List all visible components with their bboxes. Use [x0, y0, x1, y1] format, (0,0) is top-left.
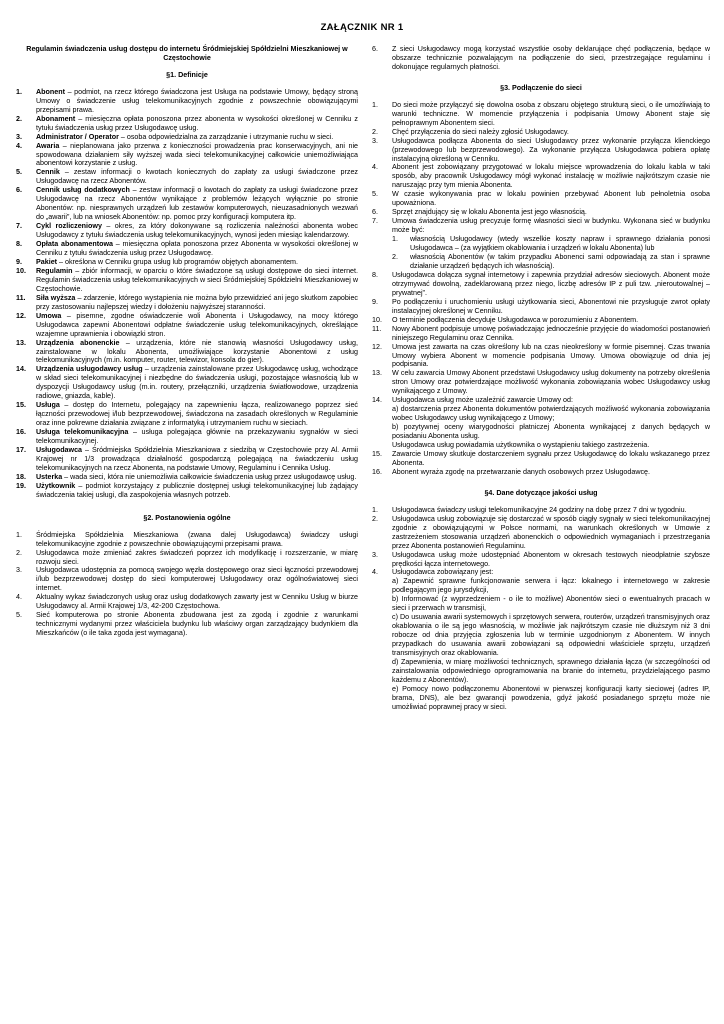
item-text: – dostęp do Internetu, polegający na zapewnieniu łącza, realizowanego poprzez sieć łączności przewodowej i/lub bezprzewodowej, świadczona na zasadach określonych w Regulaminie oraz inne pokrewne działania związane z informatyką i utrzymaniem ruchu w sieciach.	[36, 401, 358, 428]
defined-term: Usługodawca	[36, 445, 83, 454]
item-text: Usługodawca może zmieniać zakres świadczeń poprzez ich modyfikację i rozszerzanie, w miarę rozwoju sieci.	[36, 548, 358, 566]
item-number: 12.	[16, 311, 26, 320]
item-number: 17.	[16, 445, 26, 454]
item-text: – miesięczna opłata ponoszona przez Abonenta w wysokości określonej w Cenniku z tytułu świadczenia usług przez Usługodawcę.	[36, 240, 358, 258]
item-text: Usługodawca usług może uzależnić zawarcie Umowy od:	[392, 396, 573, 405]
connection-item	[372, 208, 710, 217]
item-number: 1.	[372, 505, 378, 514]
item-text: Aktualny wykaz świadczonych usług oraz usług dodatkowych zawarty jest w Cenniku Usług w biurze Usługodawcy al. Armii Krajowej 1/3, 42-200 Częstochowa.	[36, 593, 358, 611]
item-text: Do sieci może przyłączyć się dowolna osoba z obszaru objętego strukturą sieci, o ile umożliwiają to warunki techniczne. W momencie przyłączenia i podpisania Umowy Abonent staje się pełnoprawnym Abonentem sieci.	[392, 100, 710, 127]
document-title: ZAŁĄCZNIK NR 1	[320, 22, 404, 33]
item-number: 16.	[16, 428, 26, 437]
item-number: 4.	[16, 141, 22, 150]
item-number: 3.	[372, 136, 378, 145]
defined-term: Umowa	[36, 311, 62, 320]
item-number: 3.	[16, 132, 22, 141]
connection-item	[372, 128, 710, 137]
section-4-heading: §4. Dane dotyczące jakości usług	[484, 488, 598, 497]
item-number: 4.	[16, 593, 22, 602]
item-number: 2.	[16, 548, 22, 557]
item-text: Usługodawca dołącza sygnał internetowy i zapewnia przydział adresów sieciowych. Abonent może otrzymywać dowolną, zadeklarowaną przez niego, liczbę adresów IP z puli tzw. „nieroutowalnej – prywatnej”.	[392, 270, 710, 297]
item-number: 5.	[16, 611, 22, 620]
item-number: 8.	[372, 270, 378, 279]
definition-item	[16, 482, 358, 500]
item-text: Śródmiejska Spółdzielnia Mieszkaniowa (zwana dalej Usługodawcą) świadczy usługi telekomunikacyjne zgodnie z powszechnie obowiązującymi przepisami prawa.	[36, 530, 358, 548]
item-text: O terminie podłączenia decyduje Usługodawca w porozumieniu z Abonentem.	[392, 315, 639, 324]
sub-list	[392, 235, 710, 271]
defined-term: Awaria	[36, 141, 60, 150]
item-number: 10.	[16, 266, 26, 275]
item-text: własnością Usługodawcy (wtedy wszelkie koszty napraw i sprawnego działania ponosi Usługodawca – (za wyjątkiem okablowania i urządzeń w lokalu Abonenta) lub	[410, 235, 710, 253]
item-text: W celu zawarcia Umowy Abonent przedstawi Usługodawcy usług dokumenty na potrzeby określenia stron Umowy oraz potwierdzające możliwość wykonania zobowiązania wobec Usługodawcy usług wynikającego z Umowy.	[392, 369, 710, 396]
item-text: – osoba odpowiedzialna za zarządzanie i utrzymanie ruchu w sieci.	[118, 132, 334, 141]
item-text: – podmiot korzystający z publicznie dostępnej usługi telekomunikacyjnej lub żądający świadczenia takiej usługi, dla zaspokojenia własnych potrzeb.	[36, 481, 358, 499]
defined-term: Cennik usług dodatkowych	[36, 186, 130, 195]
item-text: – określona w Cenniku grupa usług lub programów objętych abonamentem.	[57, 257, 298, 266]
connection-item	[372, 163, 710, 190]
item-text: Nowy Abonent podpisuje umowę poświadczając jednocześnie przyjęcie do wiadomości postanowień niniejszego Regulaminu oraz Cennika.	[392, 324, 710, 342]
defined-term: Urządzenia usługodawcy usług	[36, 365, 143, 374]
defined-term: Usługa	[36, 401, 60, 410]
item-text: – miesięczna opłata ponoszona przez abonenta w wysokości określonej w Cenniku z tytułu świadczenia usług przez Usługodawcę usług.	[36, 114, 358, 132]
sub-list-item	[392, 253, 710, 271]
item-text: Sprzęt znajdujący się w lokalu Abonenta jest jego własnością.	[392, 208, 587, 217]
item-text: Abonent jest zobowiązany przygotować w lokalu miejsce wprowadzenia do lokalu kabla w taki sposób, aby pracownik Usługodawcy mógł wykonać instalację w możliwie najkrótszym czasie nie naruszając przy tym mienia Abonenta.	[392, 163, 710, 190]
right-column	[372, 45, 710, 712]
item-number: 11.	[372, 324, 382, 333]
item-text: – urządzenia zainstalowane przez Usługodawcę usług, wchodzące w skład sieci telekomunikacyjnej i niezbędne do świadczenia usługi, pozostające własnością lub w dyspozycji Usługodawcy usług (m.in. routery, przełączniki, urządzenia światłowodowe, urządzenia radiowe, gniazda, kable).	[36, 365, 358, 401]
quality-item	[372, 506, 710, 515]
provision-item	[16, 531, 358, 549]
defined-term: Regulamin	[36, 266, 73, 275]
item-text: własnością Abonentów (w takim przypadku Abonenci sami odpowiadają za stan i sprawne działanie urządzeń będących ich własnością).	[410, 253, 710, 270]
item-text: – nieplanowana jako przerwa z konieczności prowadzenia prac konserwacyjnych, ani nie spowodowana działaniem siły wyższej wada sieci telekomunikacyjnej całkowicie uniemożliwiająca abonentowi korzystanie z usług.	[36, 141, 358, 168]
defined-term: Cennik	[36, 168, 60, 177]
item-paragraph: b) Informować (z wyprzedzeniem - o ile to możliwe) Abonentów sieci o ewentualnych pracach w sieci i przerwach w transmisji,	[392, 595, 710, 613]
definition-item	[16, 365, 358, 401]
defined-term: Pakiet	[36, 257, 58, 266]
definition-item	[16, 115, 358, 133]
definition-item	[16, 168, 358, 186]
connection-item	[372, 468, 710, 477]
item-paragraph: d) Zapewnienia, w miarę możliwości technicznych, sprawnego działania łącza (w szczególności od zainstalowania odpowiedniego oprogramowania na branie do internetu, przydzielającego pasmo każdemu z Abonentów).	[392, 658, 710, 684]
item-number: 7.	[372, 217, 378, 226]
item-number: 9.	[16, 257, 22, 266]
item-number: 2.	[372, 514, 378, 523]
item-number: 3.	[372, 550, 378, 559]
item-number: 1.	[16, 87, 22, 96]
item-paragraph: c) Do usuwania awarii systemowych i sprzętowych serwera, routerów, urządzeń transmisyjnych oraz okablowania o ile są jego własnością, w możliwie jak najkrótszym czasie nie dłuższym niż 3 dni robocze od dnia przyjęcia zgłoszenia lub w terminie uzgodnionym z Abonentem. W innych przypadkach do usuwania awarii zobowiązani są odpowiedni właściciele sprzętu, urządzeń transmisyjnych oraz okablowania.	[392, 613, 710, 658]
item-number: 1.	[372, 100, 378, 109]
item-text: – pisemne, zgodne oświadczenie woli Abonenta i Usługodawcy, na mocy którego Usługodawca zapewni Abonentowi odpłatne świadczenie usług telekomunikacyjnych, określające wzajemne uprawnienia i obowiązki stron.	[36, 311, 358, 338]
definition-item	[16, 312, 358, 339]
defined-term: Opłata abonamentowa	[36, 240, 113, 249]
provision-item	[16, 611, 358, 638]
item-number: 19.	[16, 481, 26, 490]
definition-item	[16, 258, 358, 267]
item-number: 4.	[372, 568, 378, 577]
provision-item	[16, 593, 358, 611]
connection-item	[372, 217, 710, 271]
definition-item	[16, 339, 358, 366]
item-number: 9.	[372, 297, 378, 306]
item-paragraph: Usługodawca usług powiadamia użytkownika o wystąpieniu takiego zastrzeżenia.	[392, 441, 650, 450]
defined-term: Administrator / Operator	[36, 132, 119, 141]
definition-item	[16, 133, 358, 142]
item-text: Usługodawca udostępnia za pomocą swojego węzła dostępowego oraz sieci łączności przewodowej i/lub bezprzewodowej dostęp do sieci komputerowej Usługodawcy oraz ogólnoświatowej sieci internet.	[36, 566, 358, 593]
general-provisions-list-continued	[372, 45, 710, 72]
definitions-list	[16, 88, 358, 500]
defined-term: Urządzenia abonenckie	[36, 338, 120, 347]
connection-item	[372, 396, 710, 450]
connection-item	[372, 343, 710, 370]
item-text: – urządzenia, które nie stanowią własności Usługodawcy usług, zainstalowane w lokalu Abonenta, umożliwiające korzystanie Abonentowi z usług telekomunikacyjnych (m.in. komputer, router, telewizor, konsola do gier).	[36, 338, 358, 365]
item-text: – zdarzenie, którego wystąpienia nie można było przewidzieć ani jego skutkom zapobiec przy zastosowaniu najlepszej wiedzy i dołożeniu najwyższej staranności.	[36, 293, 359, 311]
item-text: – usługa polegająca głównie na przekazywaniu sygnałów w sieci telekomunikacyjnej.	[36, 428, 359, 446]
item-text: Usługodawca świadczy usługi telekomunikacyjne 24 godziny na dobę przez 7 dni w tygodniu.	[392, 505, 687, 514]
item-number: 15.	[372, 449, 382, 458]
item-text: W czasie wykonywania prac w lokalu powinien przebywać Abonent lub pełnoletnia osoba upoważniona.	[392, 190, 710, 208]
item-number: 2.	[392, 253, 398, 262]
connection-list	[372, 101, 710, 477]
item-number: 5.	[372, 190, 378, 199]
item-number: 6.	[372, 45, 378, 53]
section-3-heading: §3. Podłączenie do sieci	[500, 83, 582, 92]
definition-item	[16, 294, 358, 312]
item-paragraph: a) Zapewnić sprawne funkcjonowanie serwera i łącz: lokalnego i internetowego w zakresie podlegającym jego jurysdykcji,	[392, 577, 710, 595]
quality-item	[372, 551, 710, 569]
item-number: 2.	[372, 127, 378, 136]
item-paragraph: b) pozytywnej oceny wiarygodności płatniczej Abonenta wynikającej z danych będących w posiadaniu Abonenta usług.	[392, 423, 710, 441]
quality-item	[372, 568, 710, 711]
defined-term: Usterka	[36, 472, 63, 481]
definition-item	[16, 473, 358, 482]
item-paragraph: a) dostarczenia przez Abonenta dokumentów potwierdzających możliwość wykonania zobowiązania wobec Usługodawcy usług wynikającego z Umowy;	[392, 405, 710, 423]
definition-item	[16, 428, 358, 446]
item-number: 11.	[16, 293, 26, 302]
definition-item	[16, 142, 358, 169]
item-text: Zawarcie Umowy skutkuje dostarczeniem sygnału przez Usługodawcę do lokalu wskazanego przez Abonenta.	[392, 449, 710, 467]
connection-item	[372, 298, 710, 316]
defined-term: Siła wyższa	[36, 293, 76, 302]
item-number: 15.	[16, 401, 26, 410]
definition-item	[16, 401, 358, 428]
defined-term: Użytkownik	[36, 481, 76, 490]
item-paragraph: e) Pomocy nowo podłączonemu Abonentowi w pierwszej konfiguracji karty sieciowej (adres IP, brama, DNS), ale bez gwarancji powodzenia, gdyż jakość posiadanego sprzętu może nie umożliwiać poprawnej pracy w sieci.	[392, 684, 710, 711]
item-number: 1.	[392, 235, 398, 244]
definition-item	[16, 222, 358, 240]
item-text: – zbiór informacji, w oparciu o które świadczone są usługi dostępowe do sieci internet. Regulamin świadczenia usług telekomunikacyjnych w sieci Śródmiejskiej Spółdzielni Mieszkaniowej w Częstochowie.	[36, 266, 358, 293]
item-text: Chęć przyłączenia do sieci należy zgłosić Usługodawcy.	[392, 127, 569, 136]
item-text: – zestaw informacji o kwotach do zapłaty za usługi świadczone przez Usługodawcę na rzecz Abonentów wynikające z problemów leżących wyłącznie po stronie Abonentów: np. niesprawnych urządzeń lub zestawów komputerowych, nieuzasadnionych wezwań do „awarii”, lub na wniosek Abonentów: np. pomoc przy konfiguracji komputera itp.	[36, 186, 358, 222]
item-text: – podmiot, na rzecz którego świadczona jest Usługa na podstawie Umowy, będący stroną Umowy o świadczenie usług telekomunikacyjnych zgodnie z powszechnie obowiązującymi przepisami prawa.	[36, 87, 358, 114]
item-number: 5.	[16, 168, 22, 177]
item-text: – okres, za który dokonywane są rozliczenia należności abonenta wobec Usługodawcy z tytułu świadczenia usług telekomunikacyjnych, wynosi jeden miesiąc kalendarzowy.	[36, 222, 358, 240]
quality-list	[372, 506, 710, 712]
defined-term: Abonent	[36, 87, 65, 96]
quality-item	[372, 515, 710, 551]
connection-item	[372, 369, 710, 396]
definition-item	[16, 267, 358, 294]
defined-term: Cykl rozliczeniowy	[36, 222, 102, 231]
definition-item	[16, 88, 358, 115]
section-1-heading: §1. Definicje	[166, 70, 208, 79]
item-number: 4.	[372, 163, 378, 172]
defined-term: Abonament	[36, 114, 76, 123]
connection-item	[372, 101, 710, 128]
item-number: 10.	[372, 315, 382, 324]
definition-item	[16, 186, 358, 222]
defined-term: Usługa telekomunikacyjna	[36, 428, 129, 437]
connection-item	[372, 190, 710, 208]
item-text: Z sieci Usługodawcy mogą korzystać wszystkie osoby deklarujące chęć podłączenia, będące w obszarze technicznie pozwalającym na podłączenie do sieci, przestrzegające regulaminu i dokonujące regularnych płatności.	[392, 45, 710, 71]
definition-item	[16, 446, 358, 473]
item-text: Usługodawca usług może udostępniać Abonentom w okresach testowych nieodpłatnie szybsze prędkości łącza internetowego.	[392, 550, 710, 568]
item-number: 2.	[16, 114, 22, 123]
item-number: 6.	[16, 186, 22, 195]
item-text: Usługodawca usług zobowiązuje się dostarczać w sposób ciągły sygnały w sieci telekomunikacyjnej zgodnie z obowiązującymi w Polsce normami, na warunkach określonych w Umowie z zastrzeżeniem stosowania urządzeń abonenckich o odpowiednich wymaganiach i przestrzegania przez Abonenta postanowień Regulaminu.	[392, 514, 710, 550]
item-text: Abonent wyraża zgodę na przetwarzanie danych osobowych przez Usługodawcę.	[392, 467, 651, 476]
item-text: Usługodawca podłącza Abonenta do sieci Usługodawcy przez wykonanie przyłącza klienckiego (przewodowego lub bezprzewodowego). Za wykonanie przyłącza Usługodawca pobiera opłatę instalacyjną określoną w Cenniku.	[392, 136, 710, 163]
general-provisions-list	[16, 531, 358, 638]
item-number: 1.	[16, 530, 22, 539]
item-number: 14.	[372, 396, 382, 405]
regulation-title: Regulamin świadczenia usług dostępu do internetu Śródmiejskiej Spółdzielni Mieszkaniowej w Częstochowie	[26, 45, 348, 62]
item-text: Usługodawca zobowiązany jest:	[392, 568, 494, 577]
connection-item	[372, 316, 710, 325]
provision-item	[16, 549, 358, 567]
sub-list-item	[392, 235, 710, 253]
item-text: Umowa jest zawarta na czas określony lub na czas nieokreślony w formie pisemnej. Czas trwania Umowy wybiera Abonent w momencie podpisania Umowy. Umowa obowiązuje od dnia jej podpisania.	[392, 342, 710, 369]
item-text: – zestaw informacji o kwotach koniecznych do zapłaty za usługi świadczone przez Usługodawcę na rzecz Abonentów.	[36, 168, 358, 186]
item-number: 14.	[16, 365, 26, 374]
connection-item	[372, 271, 710, 298]
item-number: 8.	[16, 240, 22, 249]
provision-item	[372, 45, 710, 72]
item-number: 13.	[16, 338, 26, 347]
connection-item	[372, 450, 710, 468]
section-2-heading: §2. Postanowienia ogólne	[143, 513, 231, 522]
item-number: 16.	[372, 467, 382, 476]
connection-item	[372, 137, 710, 164]
item-text: Umowa świadczenia usług precyzuje formę własności sieci w budynku. Wykonana sieć w budynku może być:	[392, 217, 710, 235]
connection-item	[372, 325, 710, 343]
item-number: 18.	[16, 472, 26, 481]
item-text: – Śródmiejska Spółdzielnia Mieszkaniowa z siedzibą w Częstochowie przy Al. Armii Krajowej nr 1/3 prowadząca działalność gospodarczą polegającą na świadczeniu usług telekomunikacyjnych na rzecz Abonenta, na podstawie Umowy, Regulaminu i Cennika Usług.	[36, 445, 358, 472]
item-number: 6.	[372, 208, 378, 217]
item-number: 3.	[16, 566, 22, 575]
item-text: – wada sieci, która nie uniemożliwia całkowicie świadczenia usług przez usługodawcę usług.	[62, 472, 357, 481]
item-number: 13.	[372, 369, 382, 378]
provision-item	[16, 566, 358, 593]
item-number: 7.	[16, 222, 22, 231]
item-number: 12.	[372, 342, 382, 351]
left-column	[16, 45, 358, 638]
definition-item	[16, 240, 358, 258]
item-text: Po podłączeniu i uruchomieniu usługi użytkowania sieci, Abonentowi nie przysługuje zwrot opłaty instalacyjnej określonej w Cenniku.	[392, 297, 710, 315]
item-text: Sieć komputerowa po stronie Abonenta zbudowana jest za zgodą i zgodnie z warunkami technicznymi wydanymi przez właściciela budynku lub właściwy organ zarządzający budynkiem dla Mieszkańców (o ile taka zgoda jest wymagana).	[36, 611, 358, 638]
